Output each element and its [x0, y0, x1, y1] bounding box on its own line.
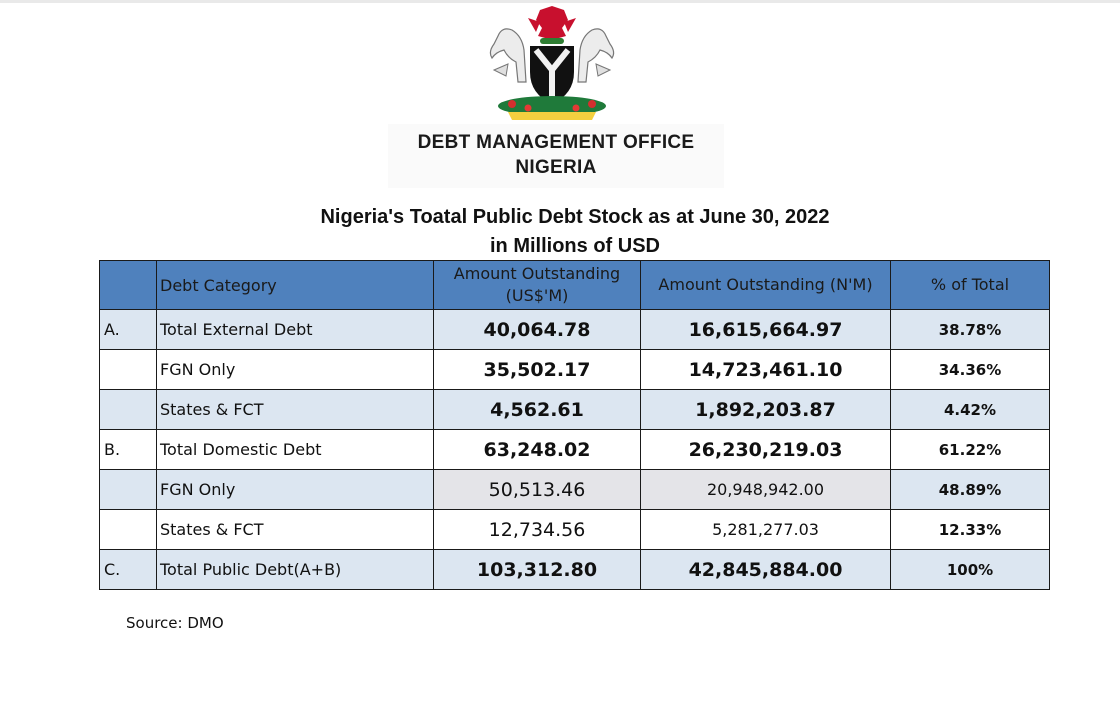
row-index: [100, 390, 157, 430]
row-category: Total External Debt: [157, 310, 434, 350]
header-pct: % of Total: [891, 261, 1050, 310]
report-subtitle: in Millions of USD: [490, 235, 660, 257]
row-index: [100, 470, 157, 510]
row-pct: 4.42%: [891, 390, 1050, 430]
row-category: FGN Only: [157, 350, 434, 390]
row-ngn: 16,615,664.97: [641, 310, 891, 350]
row-usd: 40,064.78: [434, 310, 641, 350]
row-category: States & FCT: [157, 390, 434, 430]
row-index: B.: [100, 430, 157, 470]
row-pct: 38.78%: [891, 310, 1050, 350]
row-category: Total Domestic Debt: [157, 430, 434, 470]
row-pct: 34.36%: [891, 350, 1050, 390]
row-category: FGN Only: [157, 470, 434, 510]
report-title: Nigeria's Toatal Public Debt Stock as at June 30, 2022: [320, 206, 830, 228]
header-index: [100, 261, 157, 310]
row-ngn: 5,281,277.03: [641, 510, 891, 550]
top-edge-line: [0, 0, 1120, 3]
row-usd: 12,734.56: [434, 510, 641, 550]
header-category: Debt Category: [157, 261, 434, 310]
row-usd: 35,502.17: [434, 350, 641, 390]
row-usd: 4,562.61: [434, 390, 641, 430]
row-category: Total Public Debt(A+B): [157, 550, 434, 590]
table-row: [100, 430, 1050, 470]
row-pct: 12.33%: [891, 510, 1050, 550]
table-row: [100, 390, 1050, 430]
row-pct: 61.22%: [891, 430, 1050, 470]
header-usd: Amount Outstanding (US$'M): [434, 261, 641, 310]
row-ngn: 26,230,219.03: [641, 430, 891, 470]
row-index: [100, 350, 157, 390]
table-row: [100, 470, 1050, 510]
row-category: States & FCT: [157, 510, 434, 550]
table-row: [100, 510, 1050, 550]
row-pct: 100%: [891, 550, 1050, 590]
row-index: C.: [100, 550, 157, 590]
table-header-row: [100, 261, 1050, 310]
org-name: DEBT MANAGEMENT OFFICE: [417, 132, 695, 153]
row-index: [100, 510, 157, 550]
row-ngn: 14,723,461.10: [641, 350, 891, 390]
org-country: NIGERIA: [515, 157, 597, 178]
org-heading: [388, 124, 724, 188]
row-ngn: 20,948,942.00: [641, 470, 891, 510]
row-ngn: 1,892,203.87: [641, 390, 891, 430]
row-pct: 48.89%: [891, 470, 1050, 510]
table-row: [100, 310, 1050, 350]
header-ngn: Amount Outstanding (N'M): [641, 261, 891, 310]
source-note: Source: DMO: [126, 614, 224, 632]
table-row: [100, 350, 1050, 390]
table-row: [100, 550, 1050, 590]
row-usd: 63,248.02: [434, 430, 641, 470]
row-index: A.: [100, 310, 157, 350]
debt-table: [99, 260, 1050, 590]
row-usd: 103,312.80: [434, 550, 641, 590]
row-usd: 50,513.46: [434, 470, 641, 510]
row-ngn: 42,845,884.00: [641, 550, 891, 590]
nigeria-coat-of-arms-icon: [478, 6, 626, 122]
